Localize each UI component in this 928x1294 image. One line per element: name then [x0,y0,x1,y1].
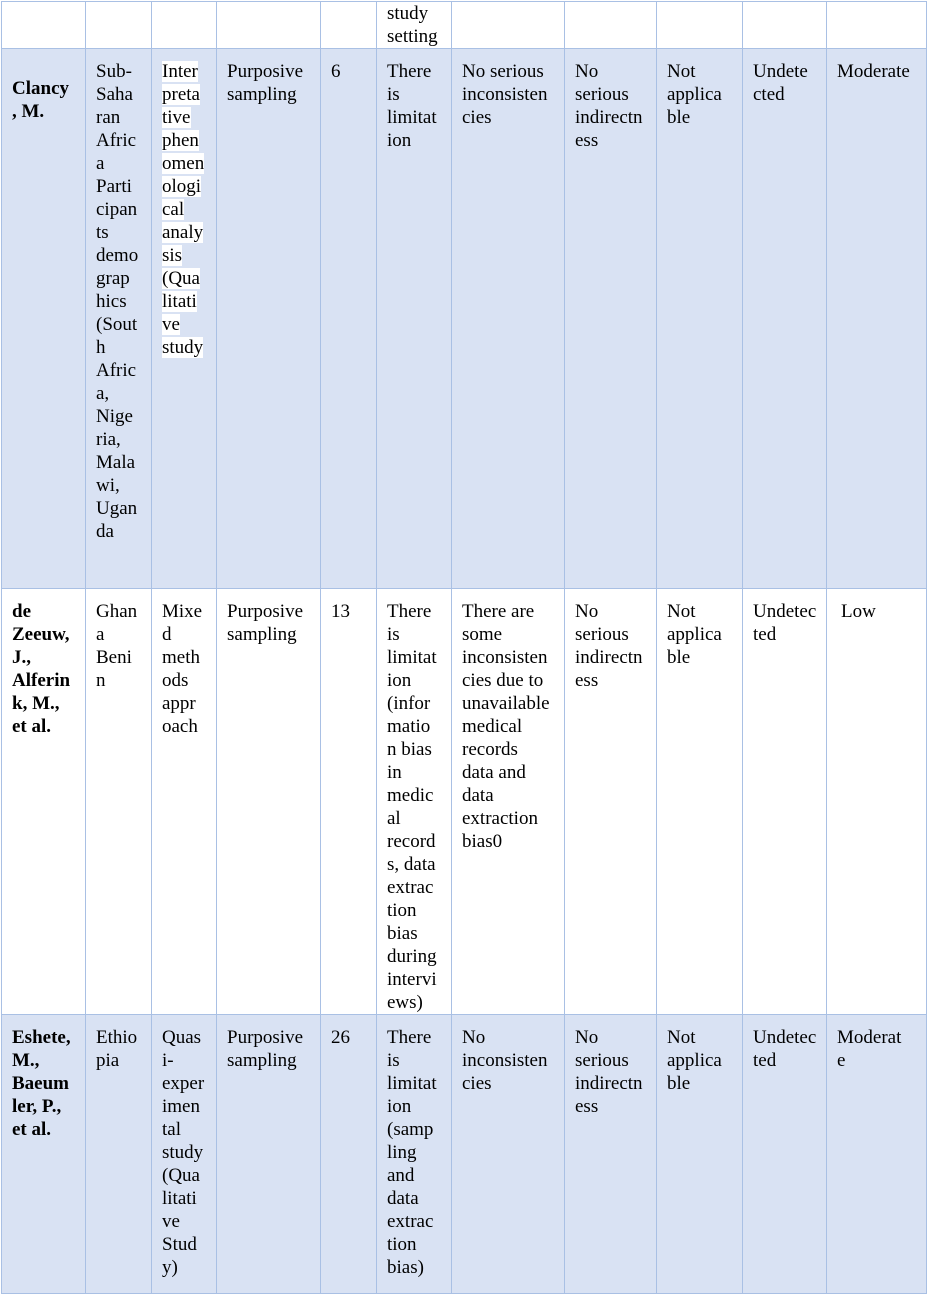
limitation-cell: study setting [377,2,452,49]
limitation-cell: There is limitat ion (samp ling and data extrac tion bias) [377,1015,452,1294]
imprecision-cell [657,2,743,49]
table-row [2,589,927,1015]
country-cell: Sub- Saha ran Afric a Parti cipan ts demo grap hics (Sout h Afric a, Nige ria, Mala wi, Ugan da [86,49,152,589]
publication-bias-cell: Undetec ted [743,589,827,1015]
publication-bias-cell [743,2,827,49]
study-design-cell: Quas i- exper imen tal study (Qua litati ve Stud y) [152,1015,217,1294]
study-design-cell [152,49,217,589]
sample-size-cell: 6 [321,49,377,589]
author-cell: Eshete, M., Baeum ler, P., et al. [2,1015,86,1294]
imprecision-cell: Not applica ble [657,49,743,589]
quality-rating-cell: Moderate [827,49,927,589]
sampling-cell [217,2,321,49]
author-cell [2,2,86,49]
quality-rating-cell: Moderat e [827,1015,927,1294]
table-row [2,1015,927,1294]
publication-bias-cell: Undetec ted [743,1015,827,1294]
country-cell: Ethio pia [86,1015,152,1294]
study-design-cell [152,2,217,49]
sample-size-cell [321,2,377,49]
publication-bias-cell: Undete cted [743,49,827,589]
inconsistency-cell [452,2,565,49]
table-row [2,49,927,589]
inconsistency-cell: No serious inconsisten cies [452,49,565,589]
imprecision-cell: Not applica ble [657,589,743,1015]
author-cell: Clancy , M. [2,49,86,589]
sample-size-cell: 26 [321,1015,377,1294]
country-cell: Ghan a Beni n [86,589,152,1015]
quality-rating-cell [827,2,927,49]
inconsistency-cell: No inconsisten cies [452,1015,565,1294]
inconsistency-cell: There are some inconsisten cies due to unavailable medical records data and data extraction bias0 [452,589,565,1015]
sampling-cell: Purposive sampling [217,589,321,1015]
quality-rating-cell: Low [827,589,927,1015]
sampling-cell: Purposive sampling [217,1015,321,1294]
table-row [2,2,927,49]
indirectness-cell: No serious indirectn ess [565,589,657,1015]
sample-size-cell: 13 [321,589,377,1015]
limitation-cell: There is limitat ion [377,49,452,589]
grade-assessment-table [1,1,927,1294]
sampling-cell: Purposive sampling [217,49,321,589]
study-design-cell: Mixe d meth ods appr oach [152,589,217,1015]
indirectness-cell: No serious indirectn ess [565,49,657,589]
study-design-text: Inter preta tive phen omen ologi cal analy sis (Qua litati ve study [162,61,205,358]
country-cell [86,2,152,49]
author-cell: de Zeeuw, J., Alferin k, M., et al. [2,589,86,1015]
imprecision-cell: Not applica ble [657,1015,743,1294]
limitation-cell: There is limitat ion (infor matio n bias in medic al record s, data extrac tion bias during intervi ews) [377,589,452,1015]
indirectness-cell: No serious indirectn ess [565,1015,657,1294]
indirectness-cell [565,2,657,49]
